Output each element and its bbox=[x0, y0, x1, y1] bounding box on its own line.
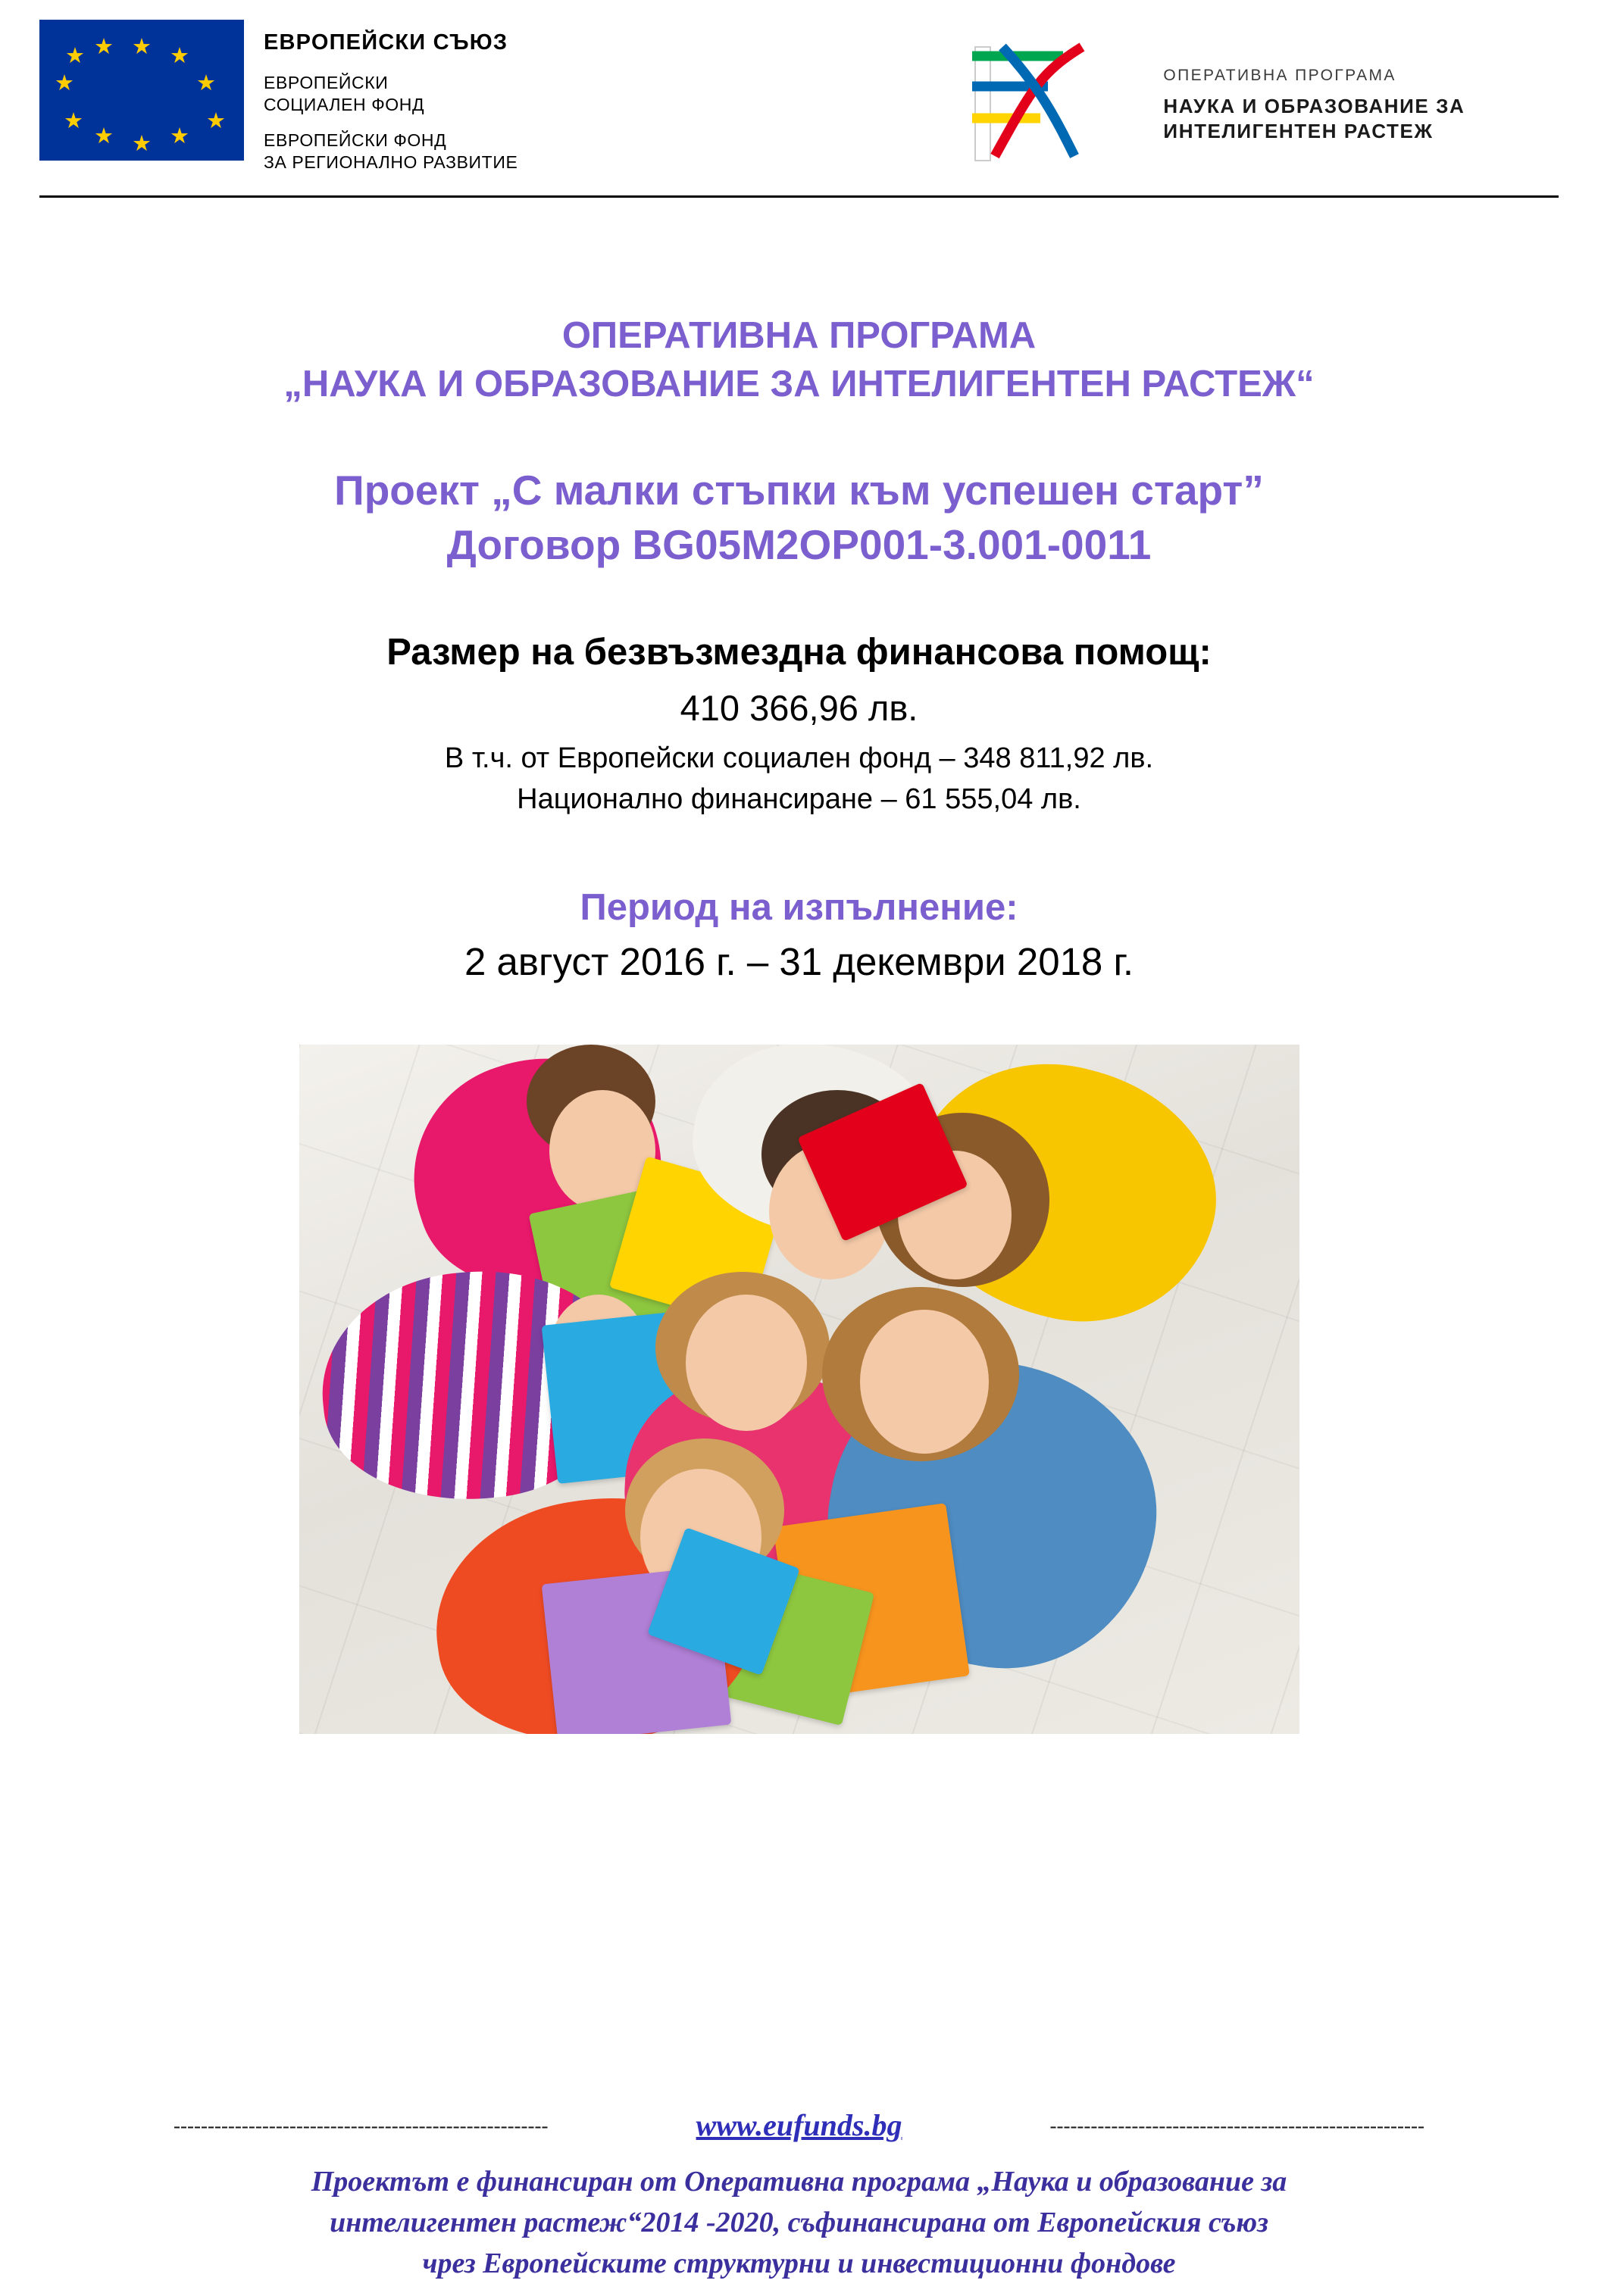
grant-national-amount: Национално финансиране – 61 555,04 лв. bbox=[517, 783, 1081, 815]
flag-star: ★ bbox=[196, 71, 216, 95]
grant-heading: Размер на безвъзмездна финансова помощ: bbox=[386, 632, 1212, 673]
project-title-line1: Проект „С малки стъпки към успешен старт” bbox=[334, 467, 1264, 514]
flag-star: ★ bbox=[132, 132, 152, 156]
project-contract-number: Договор BG05M2OP001-3.001-0011 bbox=[446, 521, 1152, 568]
op-logo-block bbox=[949, 20, 1465, 164]
op-logo-line1: ОПЕРАТИВНА ПРОГРАМА bbox=[1163, 67, 1396, 84]
header-divider bbox=[39, 195, 1559, 198]
op-logo-line2b: ИНТЕЛИГЕНТЕН РАСТЕЖ bbox=[1163, 120, 1434, 142]
grant-esf-amount: В т.ч. от Европейски социален фонд – 348 811,92 лв. bbox=[444, 742, 1154, 774]
flag-star: ★ bbox=[170, 44, 189, 68]
eu-esf-line2: СОЦИАЛЕН ФОНД bbox=[264, 95, 425, 114]
child-face bbox=[860, 1310, 989, 1454]
funding-note-line1: Проектът е финансиран от Оперативна програма „Наука и образование за bbox=[311, 2166, 1287, 2198]
flag-star: ★ bbox=[94, 35, 114, 59]
eu-logo-text bbox=[264, 20, 518, 187]
grant-breakdown bbox=[36, 738, 1562, 820]
flag-star: ★ bbox=[170, 124, 189, 148]
eu-esf-line1: ЕВРОПЕЙСКИ bbox=[264, 73, 389, 92]
project-title bbox=[36, 463, 1562, 572]
funding-note-line2: интелигентен растеж“2014 -2020, съфинансирана от Европейския съюз bbox=[330, 2207, 1268, 2238]
footer-dashes-left: ------------------------------------------------------- bbox=[174, 2113, 549, 2137]
flag-star: ★ bbox=[55, 71, 74, 95]
flag-star: ★ bbox=[206, 109, 226, 133]
programme-name-line2: „НАУКА И ОБРАЗОВАНИЕ ЗА ИНТЕЛИГЕНТЕН РАСТЕЖ“ bbox=[283, 364, 1315, 405]
operational-programme-logo bbox=[949, 42, 1146, 164]
op-logo-line2a: НАУКА И ОБРАЗОВАНИЕ ЗА bbox=[1163, 95, 1465, 117]
flag-star: ★ bbox=[65, 44, 85, 68]
main-content bbox=[36, 311, 1562, 984]
period-value: 2 август 2016 г. – 31 декември 2018 г. bbox=[464, 940, 1134, 983]
flag-star: ★ bbox=[94, 124, 114, 148]
funding-note-line3: чрез Европейските структурни и инвестиционни фондове bbox=[422, 2248, 1176, 2279]
eu-logo-block bbox=[39, 20, 518, 187]
op-logo-icon bbox=[949, 42, 1146, 164]
child-face bbox=[686, 1295, 807, 1431]
grant-total-amount: 410 366,96 лв. bbox=[680, 688, 918, 728]
footer-site-line bbox=[36, 2107, 1562, 2143]
european-union-flag bbox=[39, 20, 244, 161]
children-photo bbox=[299, 1045, 1299, 1734]
flag-star: ★ bbox=[132, 35, 152, 59]
eu-erdf-label bbox=[264, 130, 518, 173]
header-logos bbox=[36, 0, 1562, 189]
op-logo-text bbox=[1163, 42, 1465, 144]
programme-name bbox=[36, 311, 1562, 408]
footer-dashes-right: ------------------------------------------------------- bbox=[1049, 2113, 1424, 2137]
eu-title: ЕВРОПЕЙСКИ СЪЮЗ bbox=[264, 30, 508, 55]
eufunds-link[interactable]: www.eufunds.bg bbox=[696, 2108, 902, 2142]
footer bbox=[36, 2107, 1562, 2284]
programme-name-line1: ОПЕРАТИВНА ПРОГРАМА bbox=[561, 315, 1037, 356]
period-heading: Период на изпълнение: bbox=[580, 887, 1018, 928]
op-logo-line2 bbox=[1163, 94, 1465, 144]
eu-esf-label bbox=[264, 72, 518, 116]
funding-note bbox=[36, 2161, 1562, 2284]
flag-star: ★ bbox=[64, 109, 83, 133]
eu-erdf-line2: ЗА РЕГИОНАЛНО РАЗВИТИЕ bbox=[264, 152, 518, 172]
eu-erdf-line1: ЕВРОПЕЙСКИ ФОНД bbox=[264, 130, 447, 150]
